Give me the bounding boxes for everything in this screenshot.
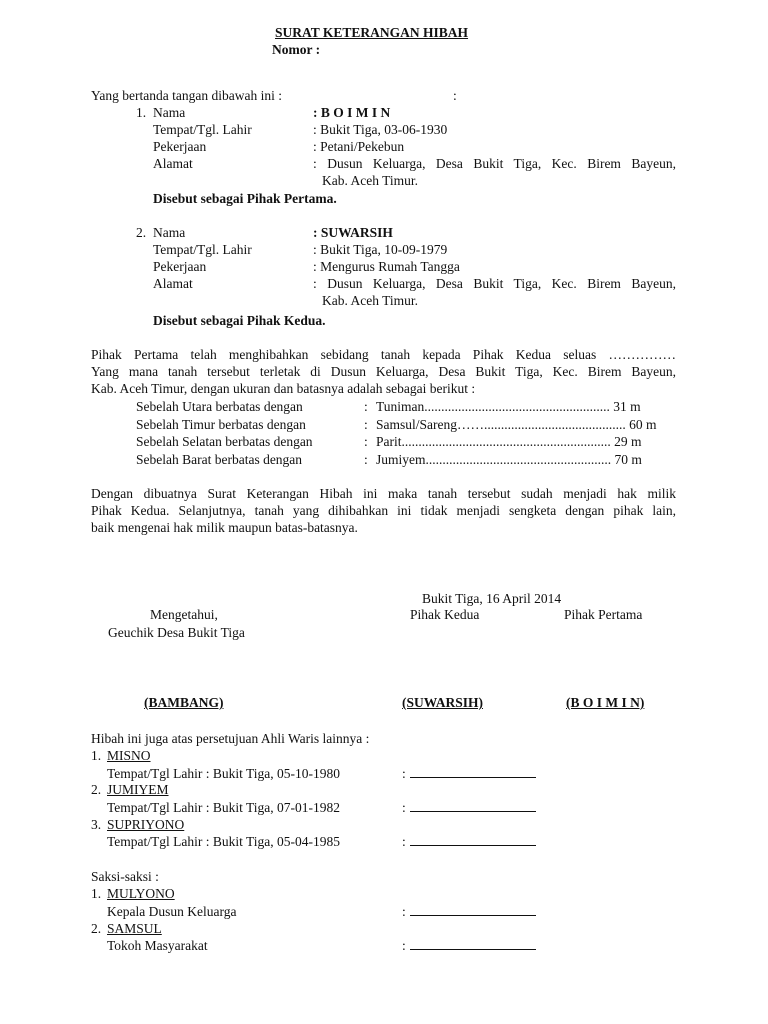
heir-signature-field: : xyxy=(402,765,536,782)
boundary-colon: : xyxy=(364,417,368,432)
witnesses-intro: Saksi-saksi : xyxy=(91,869,159,884)
witness-name: SAMSUL xyxy=(107,921,162,936)
heir-name: SUPRIYONO xyxy=(107,817,185,832)
body-line-2: Yang mana tanah tersebut terletak di Dusun Keluarga, Desa Bukit Tiga, Kec. Birem Bayeun, xyxy=(91,364,676,379)
closing-line-1: Dengan dibuatnya Surat Keterangan Hibah ini maka tanah tersebut sudah menjadi hak milik xyxy=(91,486,676,501)
witness-role: Tokoh Masyarakat xyxy=(107,938,208,953)
heir-number: 2. xyxy=(91,782,102,797)
document-number-label: Nomor : xyxy=(272,42,321,57)
witness-number: 2. xyxy=(91,921,102,936)
signature-line xyxy=(410,903,536,916)
boundary-value: Tuniman....................................................... 31 m xyxy=(376,399,641,414)
party2-address-line1: : Dusun Keluarga, Desa Bukit Tiga, Kec. Birem Bayeun, xyxy=(313,276,676,291)
village-head-label: Geuchik Desa Bukit Tiga xyxy=(108,625,245,640)
witness-role: Kepala Dusun Keluarga xyxy=(107,904,237,919)
closing-line-2: Pihak Kedua. Selanjutnya, tanah yang dihibahkan ini tidak menjadi sengketa dengan pihak lain, xyxy=(91,503,676,518)
party1-birth-value: : Bukit Tiga, 03-06-1930 xyxy=(313,122,448,137)
party1-address-label: Alamat xyxy=(153,156,193,171)
second-party-label: Pihak Kedua xyxy=(410,607,480,622)
heir-name: JUMIYEM xyxy=(107,782,169,797)
heir-signature-field: : xyxy=(402,799,536,816)
body-line-3: Kab. Aceh Timur, dengan ukuran dan batasnya adalah sebagai berikut : xyxy=(91,381,476,396)
heir-birth-detail: Tempat/Tgl Lahir : Bukit Tiga, 07-01-1982 xyxy=(107,800,341,815)
boundary-label: Sebelah Selatan berbatas dengan xyxy=(136,434,313,449)
village-head-signature-name: (BAMBANG) xyxy=(144,695,224,710)
party2-number: 2. xyxy=(136,225,147,240)
place-date: Bukit Tiga, 16 April 2014 xyxy=(422,591,562,606)
party2-name-label: Nama xyxy=(153,225,186,240)
signature-line xyxy=(410,799,536,812)
signature-line xyxy=(410,765,536,778)
heir-birth-detail: Tempat/Tgl Lahir : Bukit Tiga, 05-04-1985 xyxy=(107,834,341,849)
party1-address-line2: Kab. Aceh Timur. xyxy=(322,173,419,188)
heirs-intro: Hibah ini juga atas persetujuan Ahli Waris lainnya : xyxy=(91,731,370,746)
boundary-value: Parit.............................................................. 29 m xyxy=(376,434,642,449)
boundary-value: Jumiyem....................................................... 70 m xyxy=(376,452,642,467)
party2-birth-label: Tempat/Tgl. Lahir xyxy=(153,242,252,257)
party1-number: 1. xyxy=(136,105,147,120)
intro-text: Yang bertanda tangan dibawah ini : xyxy=(91,88,282,103)
boundary-label: Sebelah Timur berbatas dengan xyxy=(136,417,306,432)
party2-designation: Disebut sebagai Pihak Kedua. xyxy=(153,313,326,328)
closing-line-3: baik mengenai hak milik maupun batas-batasnya. xyxy=(91,520,358,535)
party1-name-label: Nama xyxy=(153,105,186,120)
boundary-label: Sebelah Utara berbatas dengan xyxy=(136,399,303,414)
heir-signature-field: : xyxy=(402,833,536,850)
boundary-value: Samsul/Sareng…….......................................... 60 m xyxy=(376,417,657,432)
party1-birth-label: Tempat/Tgl. Lahir xyxy=(153,122,252,137)
witness-signature-field: : xyxy=(402,937,536,954)
boundary-colon: : xyxy=(364,399,368,414)
heir-name: MISNO xyxy=(107,748,151,763)
party2-job-label: Pekerjaan xyxy=(153,259,207,274)
second-party-signature-name: (SUWARSIH) xyxy=(402,695,484,710)
document-title: SURAT KETERANGAN HIBAH xyxy=(275,25,469,40)
body-line-1: Pihak Pertama telah menghibahkan sebidang tanah kepada Pihak Kedua seluas …………… xyxy=(91,347,676,362)
party1-designation: Disebut sebagai Pihak Pertama. xyxy=(153,191,337,206)
party1-address-line1: : Dusun Keluarga, Desa Bukit Tiga, Kec. Birem Bayeun, xyxy=(313,156,676,171)
signature-line xyxy=(410,937,536,950)
party1-name-value: : B O I M I N xyxy=(313,105,391,120)
party2-job-value: : Mengurus Rumah Tangga xyxy=(313,259,460,274)
witness-name: MULYONO xyxy=(107,886,175,901)
boundary-label: Sebelah Barat berbatas dengan xyxy=(136,452,303,467)
boundary-colon: : xyxy=(364,452,368,467)
intro-colon: : xyxy=(453,88,457,103)
party2-birth-value: : Bukit Tiga, 10-09-1979 xyxy=(313,242,448,257)
acknowledged-label: Mengetahui, xyxy=(150,607,218,622)
party2-address-label: Alamat xyxy=(153,276,193,291)
party2-address-line2: Kab. Aceh Timur. xyxy=(322,293,419,308)
first-party-signature-name: (B O I M I N) xyxy=(566,695,645,710)
heir-number: 1. xyxy=(91,748,102,763)
witness-signature-field: : xyxy=(402,903,536,920)
party1-job-value: : Petani/Pekebun xyxy=(313,139,405,154)
party2-name-value: : SUWARSIH xyxy=(313,225,393,240)
witness-number: 1. xyxy=(91,886,102,901)
boundary-colon: : xyxy=(364,434,368,449)
first-party-label: Pihak Pertama xyxy=(564,607,643,622)
signature-line xyxy=(410,833,536,846)
heir-birth-detail: Tempat/Tgl Lahir : Bukit Tiga, 05-10-1980 xyxy=(107,766,341,781)
party1-job-label: Pekerjaan xyxy=(153,139,207,154)
heir-number: 3. xyxy=(91,817,102,832)
